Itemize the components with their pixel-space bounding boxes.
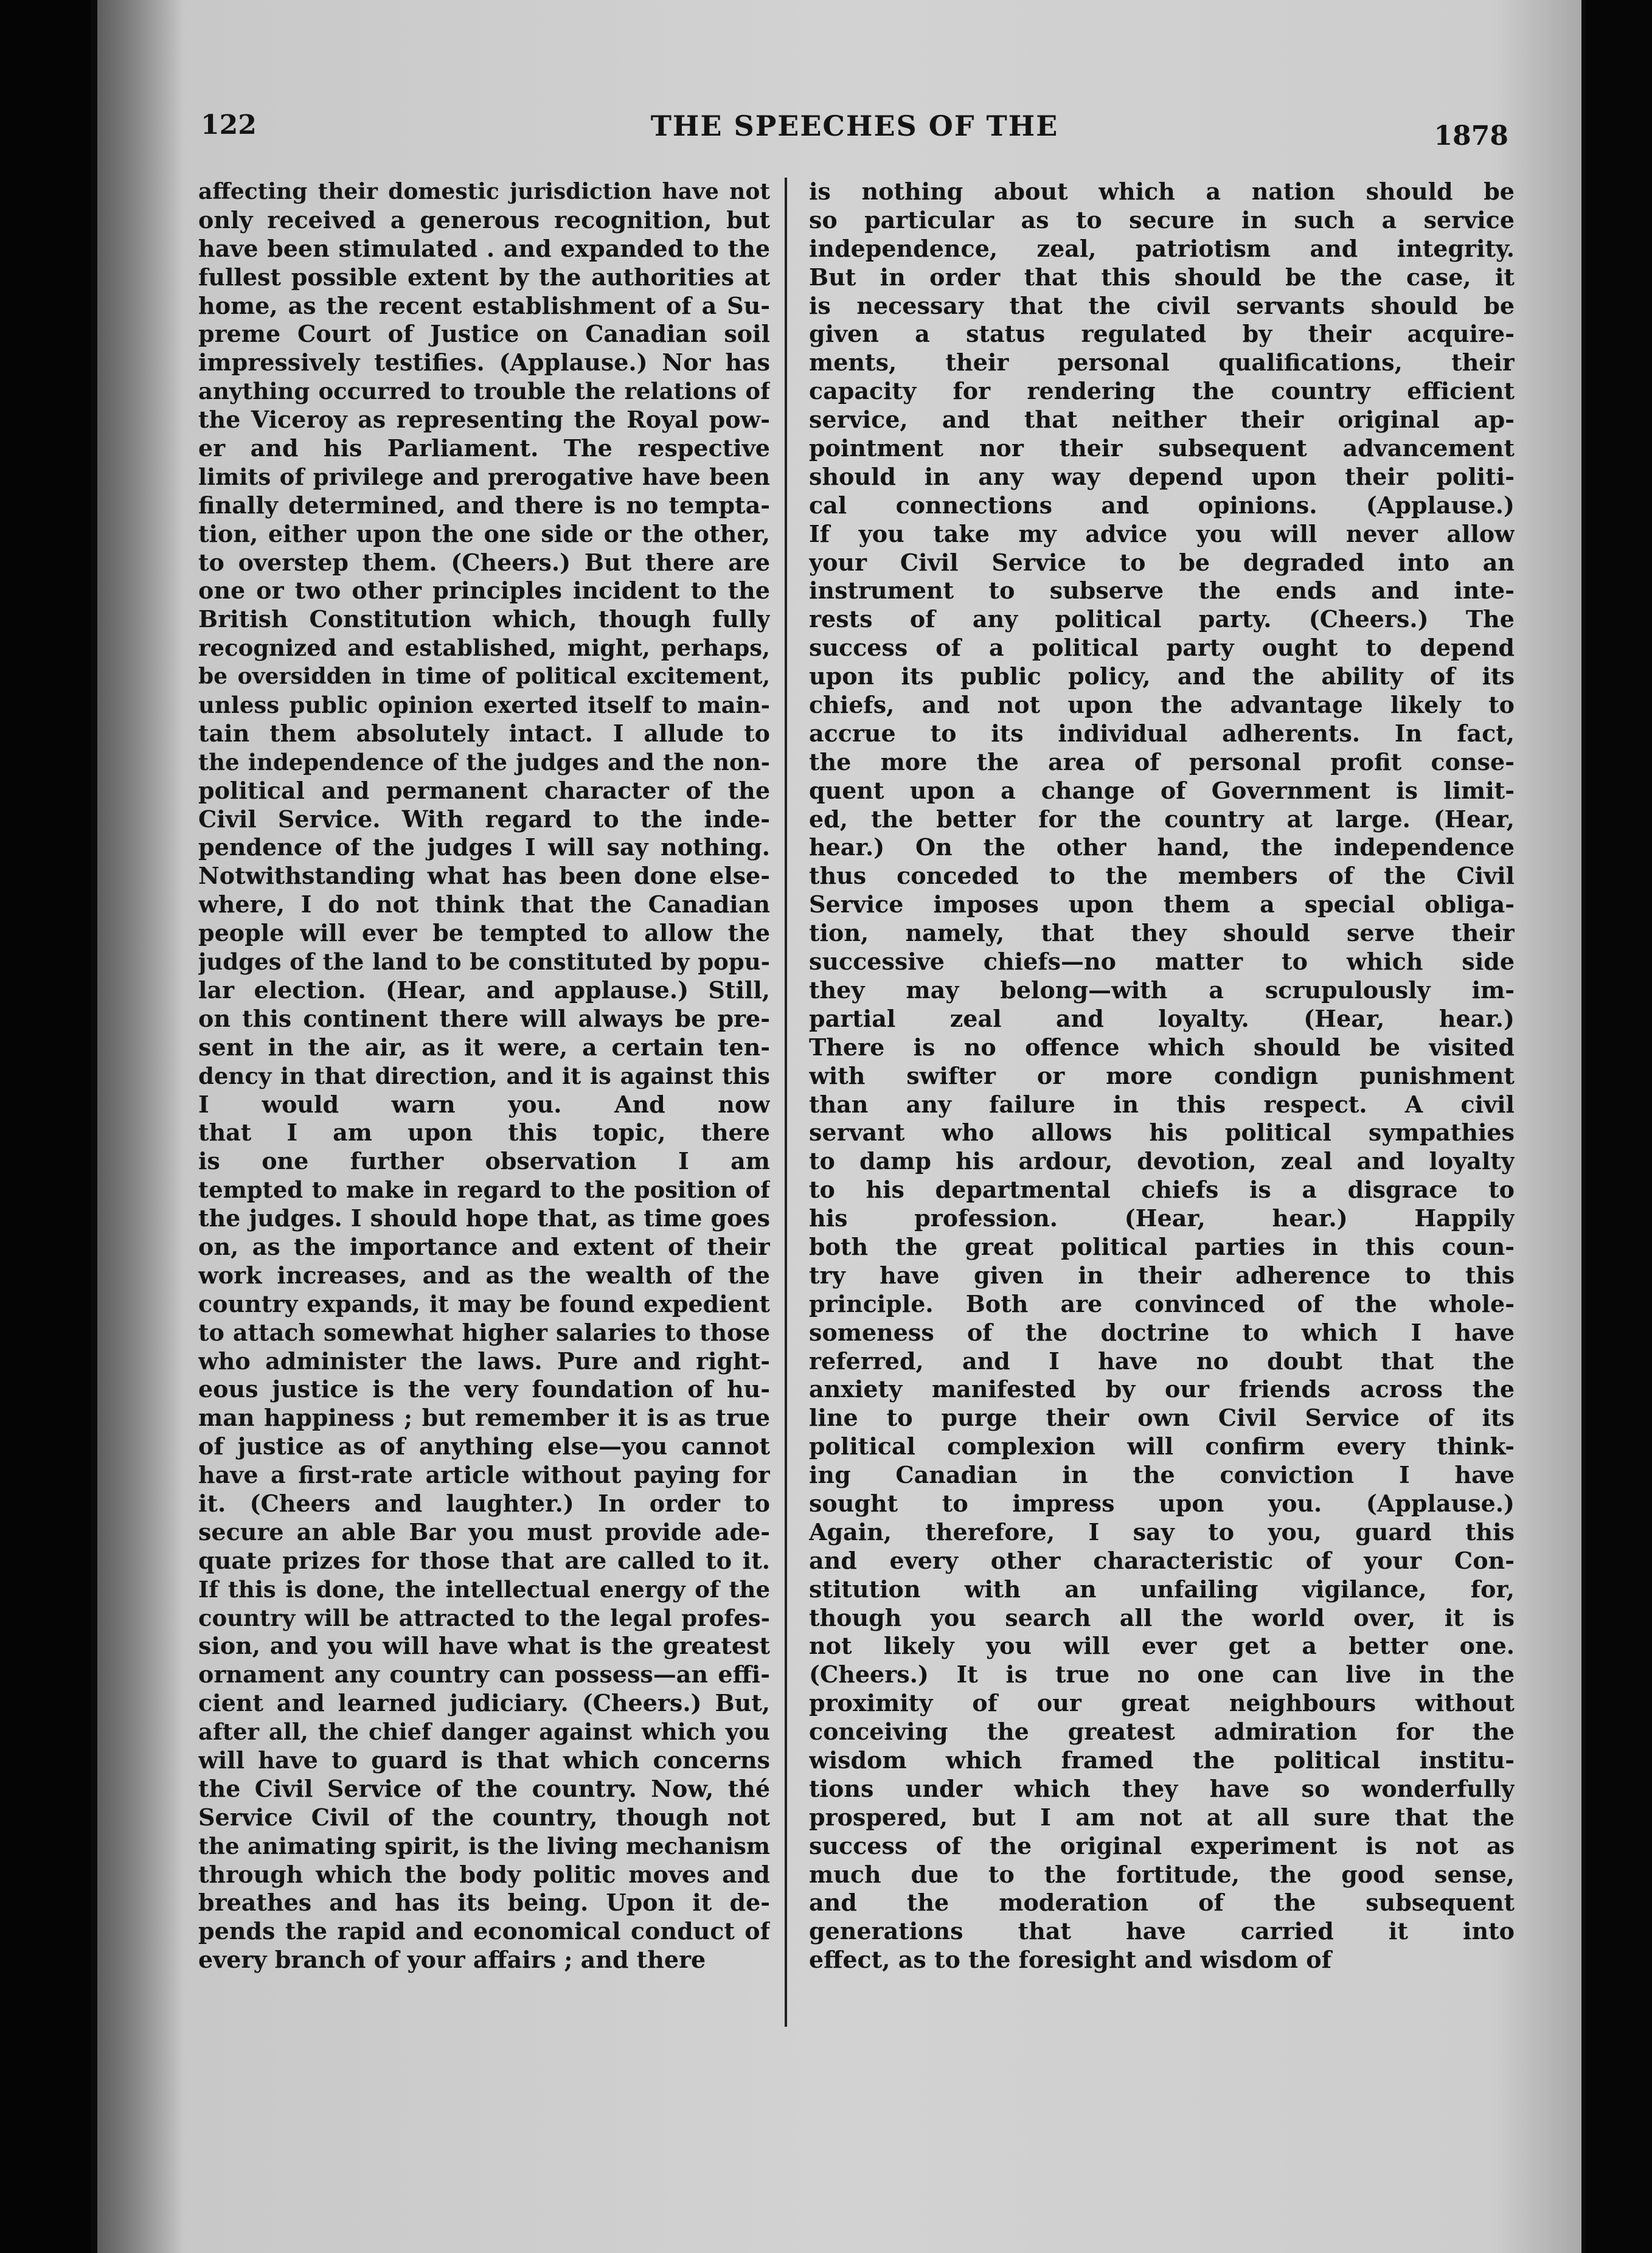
- left-text-column: [198, 178, 770, 1974]
- year-label: 1878: [1434, 120, 1508, 151]
- text-line: sent in the air, as it were, a certain ten-: [198, 1033, 770, 1061]
- text-line: unless public opinion exerted itself to main-: [198, 692, 770, 719]
- text-line: effect, as to the foresight and wisdom of: [809, 1946, 1331, 1974]
- text-line: British Constitution which, though fully: [198, 605, 770, 633]
- text-line: is one further observation I am: [198, 1147, 770, 1175]
- text-line: I would warn you. And now: [198, 1090, 770, 1118]
- text-line: who administer the laws. Pure and right-: [198, 1347, 770, 1375]
- text-line: sion, and you will have what is the greatest: [198, 1632, 770, 1660]
- text-line: principle. Both are convinced of the whole-: [809, 1290, 1515, 1317]
- text-line: ornament any country can possess—an effi-: [198, 1661, 770, 1689]
- text-line: cient and learned judiciary. (Cheers.) But,: [198, 1689, 770, 1717]
- text-line: Again, therefore, I say to you, guard this: [809, 1518, 1515, 1546]
- text-line: have a first-rate article without paying for: [198, 1461, 770, 1489]
- text-line: tion, namely, that they should serve their: [809, 919, 1515, 947]
- text-line: eous justice is the very foundation of hu-: [198, 1375, 770, 1403]
- text-line: instrument to subserve the ends and inte-: [809, 577, 1515, 605]
- text-line: breathes and has its being. Upon it de-: [198, 1889, 770, 1917]
- running-title: THE SPEECHES OF THE: [650, 109, 1059, 142]
- text-line: prospered, but I am not at all sure that the: [809, 1803, 1515, 1831]
- text-line: and the moderation of the subsequent: [809, 1889, 1515, 1917]
- text-line: the Viceroy as representing the Royal pow-: [198, 406, 770, 434]
- text-line: political and permanent character of the: [198, 776, 770, 804]
- text-line: the more the area of personal profit conse-: [809, 748, 1515, 776]
- text-line: capacity for rendering the country efficient: [809, 377, 1515, 405]
- text-line: on this continent there will always be pre-: [198, 1004, 770, 1032]
- text-line: not likely you will ever get a better one.: [809, 1632, 1515, 1660]
- text-line: tion, either upon the one side or the other,: [198, 519, 770, 547]
- text-line: ing Canadian in the conviction I have: [809, 1461, 1515, 1489]
- text-line: work increases, and as the wealth of the: [198, 1261, 770, 1289]
- text-line: impressively testifies. (Applause.) Nor has: [198, 349, 770, 377]
- text-line: tempted to make in regard to the position of: [198, 1176, 770, 1204]
- text-line: be oversidden in time of political excitement,: [198, 664, 770, 690]
- text-line: successive chiefs—no matter to which side: [809, 948, 1515, 976]
- text-line: sought to impress upon you. (Applause.): [809, 1489, 1515, 1517]
- text-line: have been stimulated . and expanded to the: [198, 234, 770, 262]
- text-line: to his departmental chiefs is a disgrace to: [809, 1176, 1515, 1204]
- text-line: success of a political party ought to depend: [809, 634, 1515, 662]
- text-line: home, as the recent establishment of a Su-: [198, 291, 770, 319]
- text-line: is necessary that the civil servants should be: [809, 291, 1515, 319]
- text-line: on, as the importance and extent of their: [198, 1232, 770, 1260]
- text-line: of justice as of anything else—you cannot: [198, 1432, 770, 1460]
- text-line: try have given in their adherence to this: [809, 1261, 1515, 1289]
- text-line: service, and that neither their original ap-: [809, 406, 1515, 434]
- text-line: affecting their domestic jurisdiction have not: [198, 179, 770, 204]
- text-line: cal connections and opinions. (Applause.): [809, 491, 1515, 519]
- text-line: tions under which they have so wonderfully: [809, 1774, 1515, 1802]
- text-line: it. (Cheers and laughter.) In order to: [198, 1489, 770, 1517]
- text-line: But in order that this should be the case, it: [809, 263, 1515, 291]
- text-line: limits of privilege and prerogative have been: [198, 463, 770, 490]
- text-line: so particular as to secure in such a service: [809, 206, 1515, 234]
- text-line: much due to the fortitude, the good sense,: [809, 1860, 1515, 1888]
- text-line: Service Civil of the country, though not: [198, 1803, 770, 1831]
- film-border-right: [1585, 0, 1652, 2253]
- text-line: success of the original experiment is not as: [809, 1831, 1515, 1859]
- page-number: 122: [201, 109, 257, 141]
- text-line: the independence of the judges and the non-: [198, 748, 770, 776]
- text-line: and every other characteristic of your Con-: [809, 1546, 1515, 1574]
- text-line: country will be attracted to the legal profes-: [198, 1604, 770, 1631]
- text-line: er and his Parliament. The respective: [198, 434, 770, 462]
- text-line: one or two other principles incident to the: [198, 577, 770, 605]
- text-line: pendence of the judges I will say nothing.: [198, 833, 770, 861]
- text-line: that I am upon this topic, there: [198, 1119, 770, 1147]
- text-line: only received a generous recognition, but: [198, 206, 770, 234]
- text-line: wisdom which framed the political institu-: [809, 1746, 1515, 1774]
- text-line: your Civil Service to be degraded into an: [809, 548, 1515, 576]
- text-line: quent upon a change of Government is limit-: [809, 776, 1515, 804]
- text-line: every branch of your affairs ; and there: [198, 1946, 706, 1974]
- text-line: referred, and I have no doubt that the: [809, 1347, 1515, 1375]
- text-line: will have to guard is that which concerns: [198, 1746, 770, 1774]
- text-line: thus conceded to the members of the Civil: [809, 862, 1515, 890]
- page-header: [201, 103, 1508, 158]
- text-line: judges of the land to be constituted by popu-: [198, 948, 770, 976]
- text-line: tain them absolutely intact. I allude to: [198, 719, 770, 747]
- text-line: through which the body politic moves and: [198, 1860, 770, 1888]
- text-line: line to purge their own Civil Service of its: [809, 1404, 1515, 1432]
- text-line: conceiving the greatest admiration for the: [809, 1718, 1515, 1746]
- text-line: ments, their personal qualifications, their: [809, 349, 1515, 377]
- scanned-page: [97, 0, 1581, 2253]
- text-line: after all, the chief danger against which you: [198, 1718, 770, 1746]
- text-line: hear.) On the other hand, the independence: [809, 833, 1515, 861]
- text-line: proximity of our great neighbours without: [809, 1689, 1515, 1717]
- text-line: independence, zeal, patriotism and integrity.: [809, 234, 1515, 262]
- text-line: Civil Service. With regard to the inde-: [198, 805, 770, 833]
- text-line: Service imposes upon them a special obliga-: [809, 890, 1515, 918]
- text-line: man happiness ; but remember it is as true: [198, 1404, 770, 1432]
- text-line: is nothing about which a nation should be: [809, 178, 1515, 205]
- text-line: partial zeal and loyalty. (Hear, hear.): [809, 1004, 1515, 1032]
- text-line: to attach somewhat higher salaries to those: [198, 1318, 770, 1346]
- gutter-shadow: [97, 0, 182, 2253]
- text-line: There is no offence which should be visited: [809, 1033, 1515, 1061]
- text-line: they may belong—with a scrupulously im-: [809, 976, 1515, 1004]
- text-line: should in any way depend upon their politi-: [809, 462, 1515, 490]
- text-line: than any failure in this respect. A civil: [809, 1090, 1515, 1118]
- text-line: finally determined, and there is no tempta-: [198, 491, 770, 519]
- text-line: recognized and established, might, perhaps,: [198, 634, 770, 662]
- text-line: accrue to its individual adherents. In fact,: [809, 719, 1515, 747]
- text-line: with swifter or more condign punishment: [809, 1061, 1515, 1089]
- text-line: lar election. (Hear, and applause.) Still,: [198, 976, 770, 1004]
- text-line: stitution with an unfailing vigilance, for,: [809, 1575, 1515, 1603]
- text-line: his profession. (Hear, hear.) Happily: [809, 1204, 1515, 1232]
- text-line: to overstep them. (Cheers.) But there are: [198, 548, 770, 576]
- text-line: preme Court of Justice on Canadian soil: [198, 320, 770, 348]
- text-line: chiefs, and not upon the advantage likely to: [809, 691, 1515, 719]
- text-line: Notwithstanding what has been done else-: [198, 862, 770, 890]
- text-line: secure an able Bar you must provide ade-: [198, 1518, 770, 1546]
- text-line: (Cheers.) It is true no one can live in the: [809, 1661, 1515, 1689]
- text-line: political complexion will confirm every think-: [809, 1432, 1515, 1460]
- text-line: country expands, it may be found expedient: [198, 1290, 770, 1317]
- text-line: servant who allows his political sympathies: [809, 1119, 1515, 1147]
- text-line: pends the rapid and economical conduct of: [198, 1917, 770, 1945]
- text-line: the animating spirit, is the living mechanism: [198, 1832, 770, 1859]
- text-line: dency in that direction, and it is against this: [198, 1062, 770, 1089]
- film-border-left: [0, 0, 91, 2253]
- text-line: quate prizes for those that are called to it.: [198, 1546, 770, 1574]
- text-line: though you search all the world over, it is: [809, 1603, 1515, 1631]
- text-line: pointment nor their subsequent advancement: [809, 434, 1515, 462]
- column-divider: [785, 178, 787, 2027]
- text-line: generations that have carried it into: [809, 1917, 1515, 1945]
- text-line: where, I do not think that the Canadian: [198, 890, 770, 918]
- text-line: If you take my advice you will never allow: [809, 519, 1515, 547]
- text-line: anything occurred to trouble the relations of: [198, 378, 770, 405]
- text-line: people will ever be tempted to allow the: [198, 919, 770, 947]
- text-line: If this is done, the intellectual energy of the: [198, 1575, 770, 1603]
- right-text-column: [809, 178, 1515, 1974]
- text-line: to damp his ardour, devotion, zeal and loyalty: [809, 1147, 1515, 1175]
- text-line: anxiety manifested by our friends across the: [809, 1375, 1515, 1403]
- text-line: someness of the doctrine to which I have: [809, 1318, 1515, 1346]
- text-line: upon its public policy, and the ability of its: [809, 662, 1515, 690]
- text-line: ed, the better for the country at large. (Hear,: [809, 805, 1515, 833]
- text-line: given a status regulated by their acquire-: [809, 320, 1515, 348]
- text-line: the judges. I should hope that, as time goes: [198, 1204, 770, 1232]
- text-line: the Civil Service of the country. Now, thé: [198, 1774, 770, 1802]
- text-line: fullest possible extent by the authorities at: [198, 263, 770, 291]
- text-line: both the great political parties in this coun-: [809, 1232, 1515, 1260]
- text-line: rests of any political party. (Cheers.) The: [809, 605, 1515, 633]
